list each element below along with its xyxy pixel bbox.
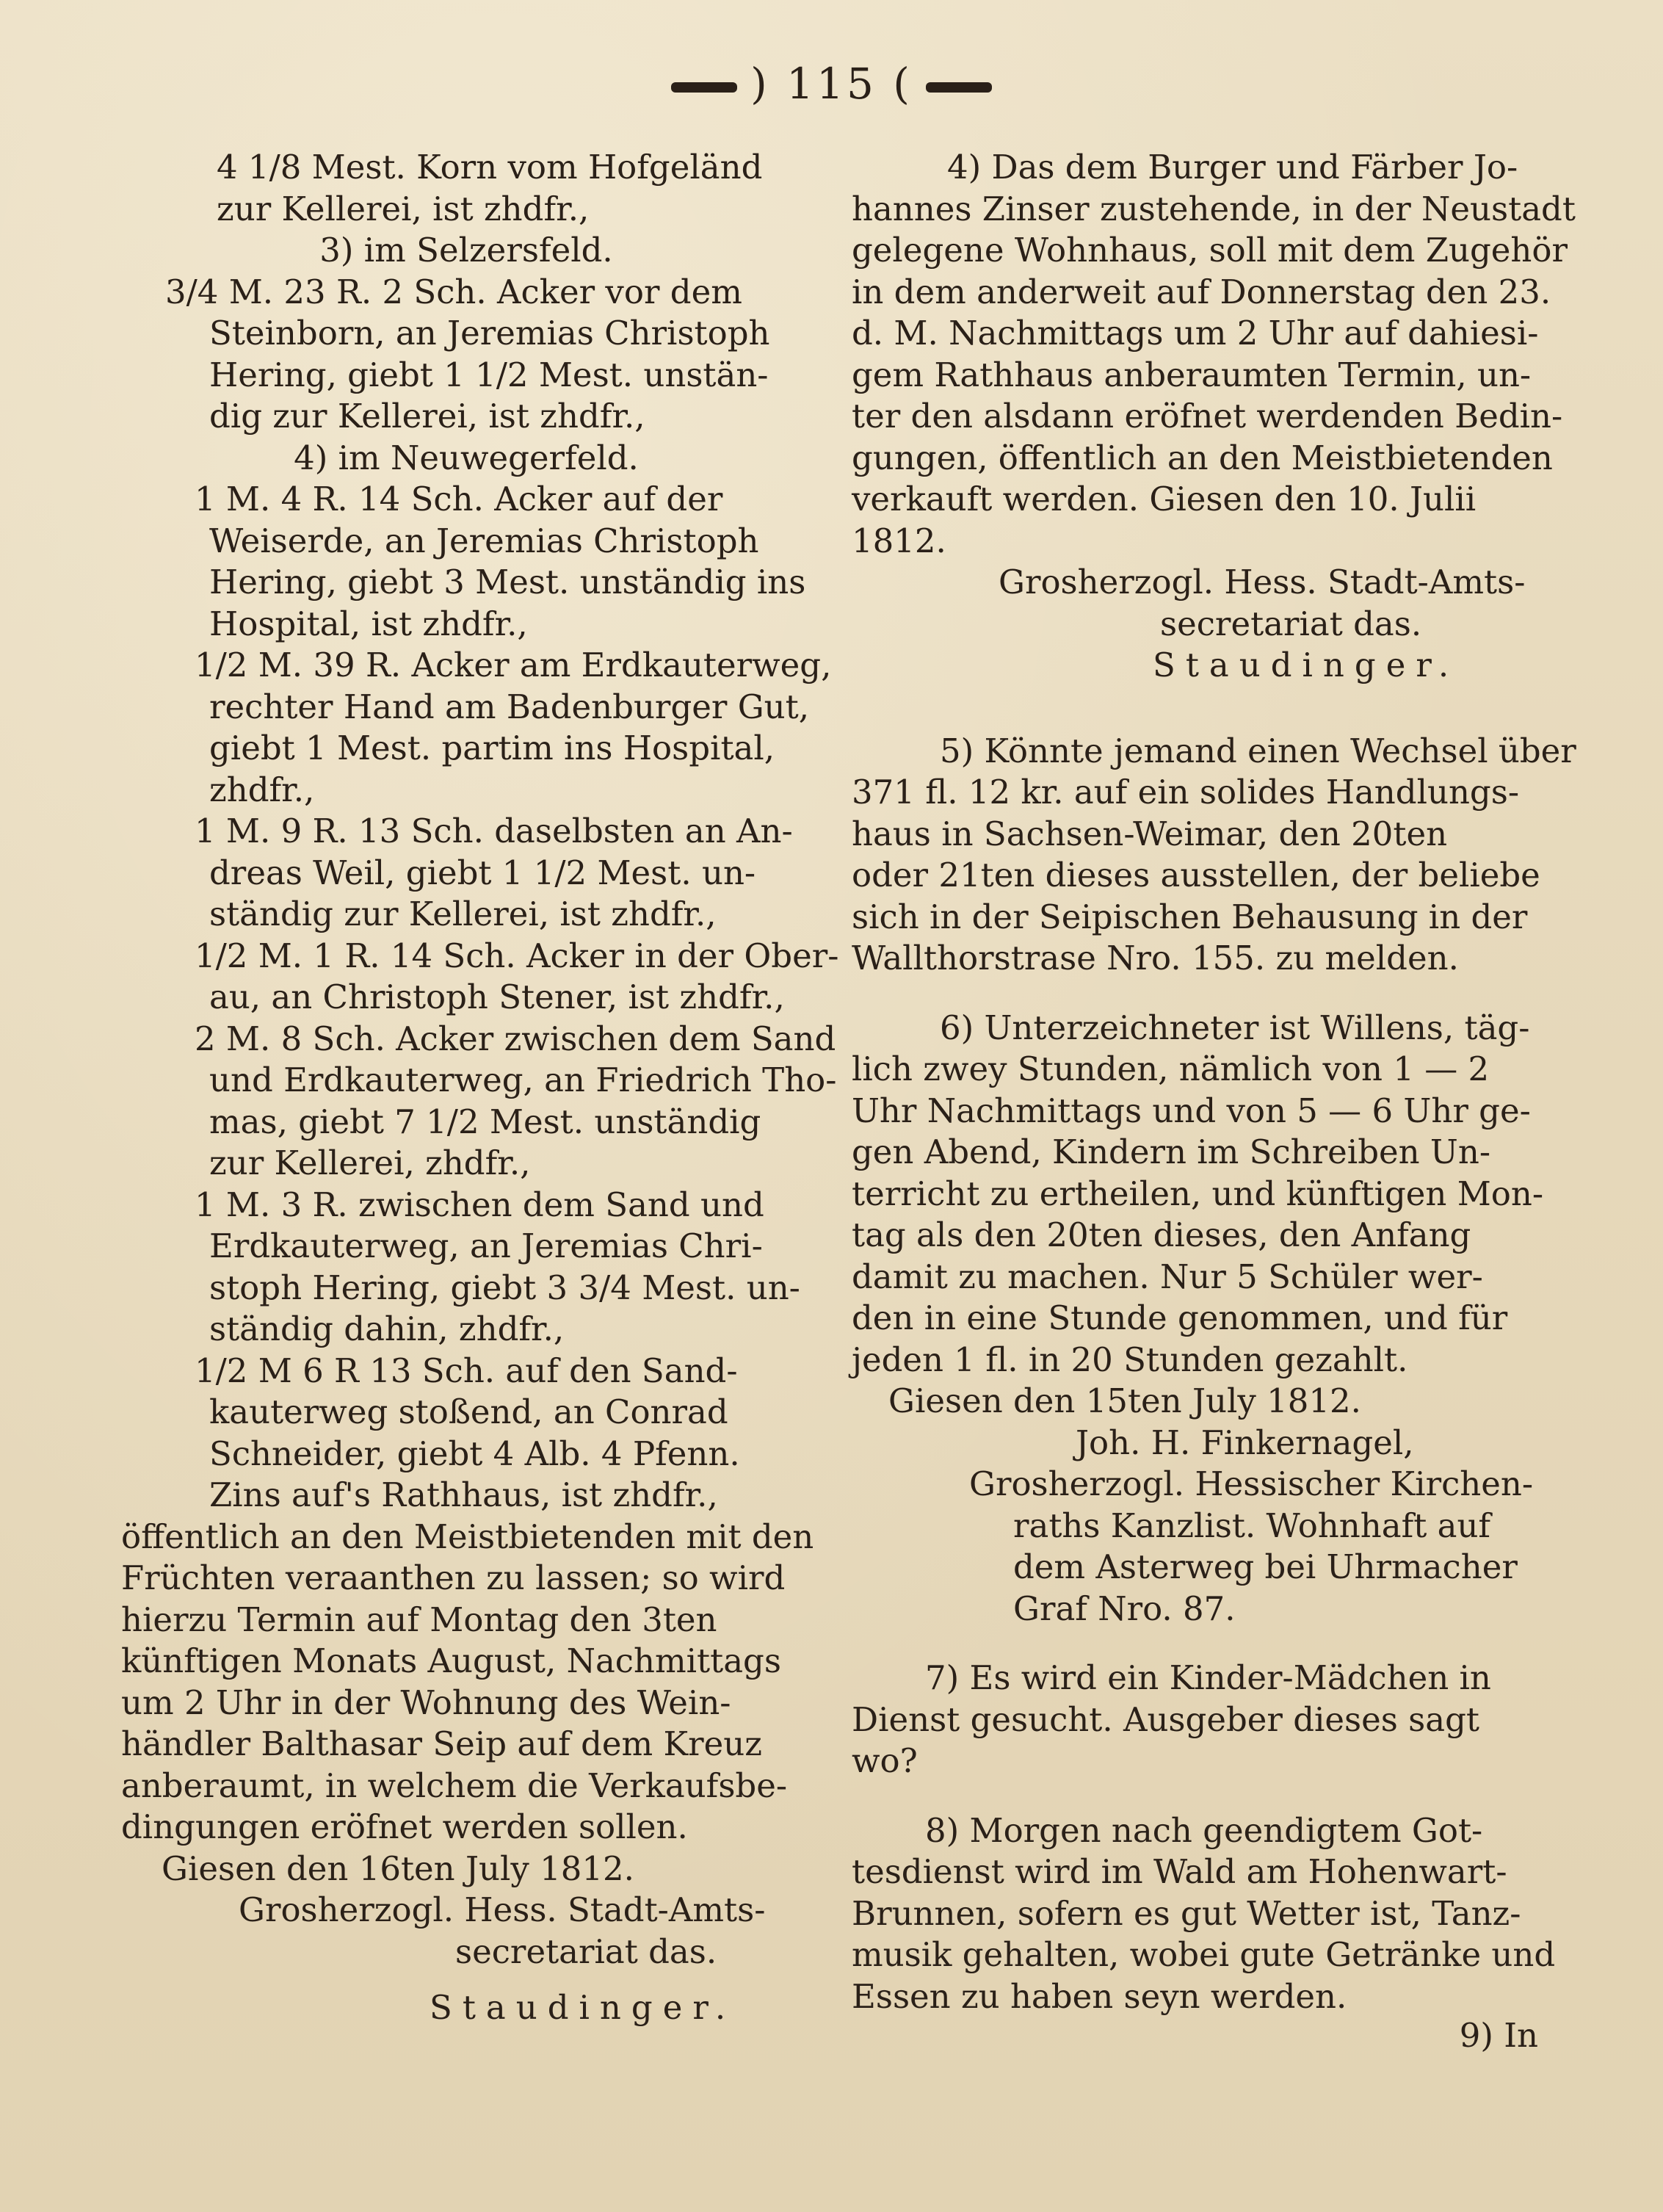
text-line: zur Kellerei, ist zhdfr.,	[217, 189, 590, 228]
header-rule-right	[926, 82, 992, 93]
text-line: den in eine Stunde genommen, und für	[852, 1298, 1508, 1337]
text-line: dig zur Kellerei, ist zhdfr.,	[209, 397, 645, 435]
text-line: damit zu machen. Nur 5 Schüler wer-	[852, 1257, 1483, 1296]
text-line: 2 M. 8 Sch. Acker zwischen dem Sand	[195, 1019, 836, 1058]
text-line: kauterweg stoßend, an Conrad	[209, 1392, 728, 1431]
text-line: 371 fl. 12 kr. auf ein solides Handlungs-	[852, 773, 1520, 812]
text-line: Früchten veraanthen zu lassen; so wird	[121, 1558, 786, 1597]
catchword: 9) In	[1459, 2016, 1538, 2055]
text-line: 1/2 M. 39 R. Acker am Erdkauterweg,	[195, 646, 832, 684]
text-line: mas, giebt 7 1/2 Mest. unständig	[209, 1102, 761, 1141]
text-line: jeden 1 fl. in 20 Stunden gezahlt.	[852, 1340, 1408, 1379]
text-line: ständig zur Kellerei, ist zhdfr.,	[209, 894, 717, 933]
text-line: in dem anderweit auf Donnerstag den 23.	[852, 272, 1551, 311]
text-line: haus in Sachsen-Weimar, den 20ten	[852, 814, 1448, 853]
text-line: tesdienst wird im Wald am Hohenwart-	[852, 1852, 1507, 1891]
spacer	[852, 1782, 1557, 1810]
text-line: verkauft werden. Giesen den 10. Julii	[852, 480, 1477, 518]
left-column	[121, 147, 839, 2029]
signature-title: Grosherzogl. Hessischer Kirchen-	[969, 1464, 1534, 1503]
text-line: Hering, giebt 1 1/2 Mest. unstän-	[209, 355, 769, 394]
text-line: Dienst gesucht. Ausgeber dieses sagt	[852, 1699, 1479, 1739]
spacer	[852, 687, 1557, 731]
text-line: giebt 1 Mest. partim ins Hospital,	[209, 729, 775, 767]
text-line: stoph Hering, giebt 3 3/4 Mest. un-	[209, 1268, 800, 1307]
spacer	[852, 980, 1557, 1008]
page-number: ) 115 (	[750, 59, 913, 109]
text-line: Steinborn, an Jeremias Christoph	[209, 314, 770, 353]
text-line: rechter Hand am Badenburger Gut,	[209, 687, 810, 726]
text-line: zur Kellerei, zhdfr.,	[209, 1143, 531, 1182]
text-line: Erdkauterweg, an Jeremias Chri-	[209, 1226, 763, 1265]
section-heading: 3) im Selzersfeld.	[319, 231, 613, 270]
text-line: lich zwey Stunden, nämlich von 1 — 2	[852, 1049, 1490, 1088]
text-line: gen Abend, Kindern im Schreiben Un-	[852, 1132, 1491, 1171]
text-line: 1/2 M. 1 R. 14 Sch. Acker in der Ober-	[195, 936, 839, 975]
text-line: Wallthorstrase Nro. 155. zu melden.	[852, 939, 1459, 977]
section-heading: 4) im Neuwegerfeld.	[294, 438, 639, 477]
text-line: sich in der Seipischen Behausung in der	[852, 897, 1528, 936]
text-line: gelegene Wohnhaus, soll mit dem Zugehör	[852, 231, 1568, 270]
text-line: au, an Christoph Stener, ist zhdfr.,	[209, 977, 785, 1016]
signature-name: Staudinger.	[1153, 646, 1460, 684]
text-line: 3/4 M. 23 R. 2 Sch. Acker vor dem	[165, 272, 742, 311]
signature-office: secretariat das.	[455, 1931, 717, 1971]
text-line: Weiserde, an Jeremias Christoph	[209, 521, 759, 560]
text-line: oder 21ten dieses ausstellen, der beliebe	[852, 856, 1540, 894]
text-line: Schneider, giebt 4 Alb. 4 Pfenn.	[209, 1434, 740, 1473]
text-line: 7) Es wird ein Kinder-Mädchen in	[925, 1658, 1491, 1697]
text-line: um 2 Uhr in der Wohnung des Wein-	[121, 1683, 731, 1722]
text-line: d. M. Nachmittags um 2 Uhr auf dahiesi-	[852, 314, 1539, 353]
text-line: hannes Zinser zustehende, in der Neustadt	[852, 189, 1576, 228]
text-line: Zins auf's Rathhaus, ist zhdfr.,	[209, 1475, 718, 1514]
date-line: Giesen den 15ten July 1812.	[888, 1381, 1361, 1420]
text-line: 4 1/8 Mest. Korn vom Hofgeländ	[217, 148, 763, 187]
text-line: anberaumt, in welchem die Verkaufsbe-	[121, 1765, 788, 1805]
header-rule-left	[671, 82, 737, 93]
text-line: 1 M. 4 R. 14 Sch. Acker auf der	[195, 480, 723, 518]
signature-title: Graf Nro. 87.	[1013, 1588, 1236, 1628]
text-line: dingungen eröfnet werden sollen.	[121, 1807, 688, 1846]
text-line: ter den alsdann eröfnet werdenden Bedin-	[852, 397, 1563, 435]
spacer	[852, 1630, 1557, 1658]
date-line: Giesen den 16ten July 1812.	[162, 1848, 634, 1888]
text-line: 1/2 M 6 R 13 Sch. auf den Sand-	[195, 1351, 738, 1390]
text-line: Brunnen, sofern es gut Wetter ist, Tanz-	[852, 1893, 1521, 1933]
text-line: händler Balthasar Seip auf dem Kreuz	[121, 1724, 762, 1763]
text-line: 1812.	[852, 521, 946, 560]
signature-office: Grosherzogl. Hess. Stadt-Amts-	[239, 1890, 766, 1929]
text-line: 1 M. 9 R. 13 Sch. daselbsten an An-	[195, 812, 793, 850]
page-header	[0, 59, 1663, 118]
text-line: öffentlich an den Meistbietenden mit den	[121, 1517, 814, 1556]
text-line: dreas Weil, giebt 1 1/2 Mest. un-	[209, 853, 756, 892]
text-line: gem Rathhaus anberaumten Termin, un-	[852, 355, 1532, 394]
text-line: 1 M. 3 R. zwischen dem Sand und	[195, 1185, 764, 1224]
text-line: 5) Könnte jemand einen Wechsel über	[940, 731, 1576, 770]
text-line: und Erdkauterweg, an Friedrich Tho-	[209, 1060, 837, 1099]
text-line: gungen, öffentlich an den Meistbietenden	[852, 438, 1553, 477]
signature-office: secretariat das.	[1160, 604, 1422, 643]
text-line: Uhr Nachmittags und von 5 — 6 Uhr ge-	[852, 1091, 1531, 1130]
text-line: zhdfr.,	[209, 770, 315, 809]
text-line: 8) Morgen nach geendigtem Got-	[925, 1810, 1483, 1850]
text-line: terricht zu ertheilen, und künftigen Mon-	[852, 1174, 1544, 1213]
text-line: Hering, giebt 3 Mest. unständig ins	[209, 563, 806, 601]
text-line: wo?	[852, 1741, 918, 1780]
right-column	[852, 147, 1576, 2017]
text-line: tag als den 20ten dieses, den Anfang	[852, 1215, 1471, 1254]
signature-title: dem Asterweg bei Uhrmacher	[1013, 1547, 1518, 1586]
signature-office: Grosherzogl. Hess. Stadt-Amts-	[999, 563, 1526, 601]
signature-name: Joh. H. Finkernagel,	[1076, 1423, 1414, 1462]
signature-title: raths Kanzlist. Wohnhaft auf	[1013, 1506, 1491, 1545]
text-line: 6) Unterzeichneter ist Willens, täg-	[940, 1008, 1530, 1047]
text-line: künftigen Monats August, Nachmittags	[121, 1641, 781, 1680]
text-line: Essen zu haben seyn werden.	[852, 1976, 1347, 2016]
text-line: 4) Das dem Burger und Färber Jo-	[947, 148, 1518, 187]
text-line: Hospital, ist zhdfr.,	[209, 604, 528, 643]
text-line: ständig dahin, zhdfr.,	[209, 1309, 565, 1348]
signature-name: Staudinger.	[430, 1988, 736, 2027]
text-line: hierzu Termin auf Montag den 3ten	[121, 1600, 717, 1639]
text-line: musik gehalten, wobei gute Getränke und	[852, 1935, 1556, 1974]
